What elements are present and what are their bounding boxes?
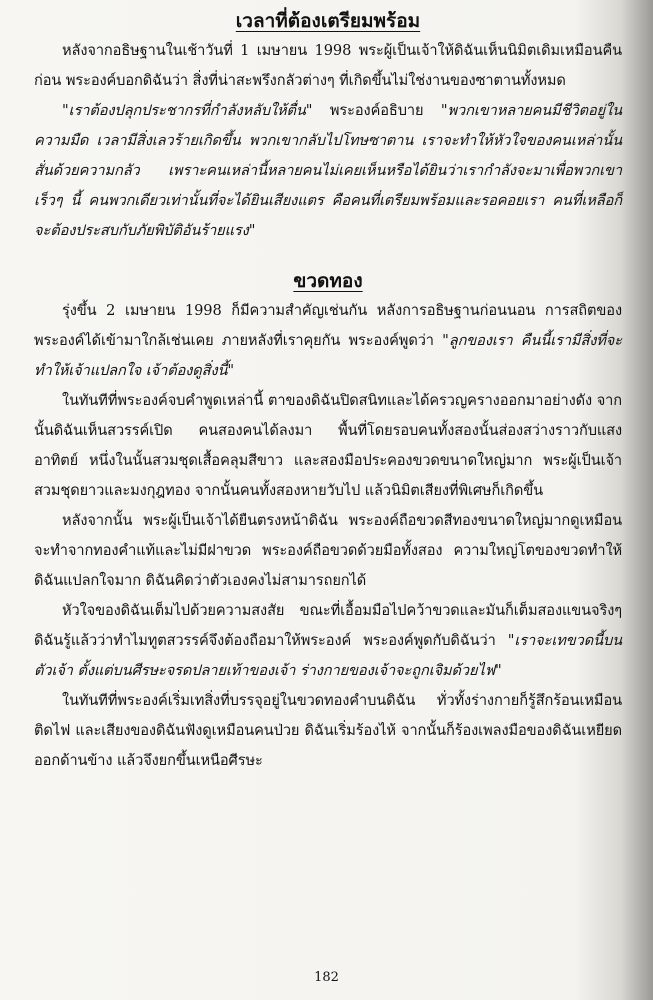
paragraph-text: ในทันทีที่พระองค์จบคำพูดเหล่านี้ ตาของดิฉันปิดสนิทและได้ครวญครางออกมาอย่างดัง จากนั้นดิฉันเห็นสวรรค์เปิด คนสองคนได้ลงมา พื้นที่โดยรอบคนทั้งสองนั้นส่องสว่างราวกับแสงอาทิตย์ หนึ่งในนั้นสวมชุดเสื้อคลุมสีขาว และสองมือประคองขวดขนาดใหญ่มาก พระผู้เป็นเจ้าสวมชุดยาวและมงกุฎทอง จากนั้นคนทั้งสองหายวับไป แล้วนิมิตเสียงที่พิเศษก็เกิดขึ้น bbox=[34, 392, 622, 499]
page-text-block bbox=[34, 6, 622, 776]
paragraph bbox=[34, 686, 622, 776]
quote-text: "เราจะเทขวดนี้บนตัวเจ้า ตั้งแต่บนศีรษะจรดปลายเท้าของเจ้า ร่างกายของเจ้าจะถูกเจิมด้วยไฟ" bbox=[34, 632, 622, 679]
quote-text: "พวกเขาหลายคนมีชีวิตอยู่ในความมืด เวลามีสิ่งเลวร้ายเกิดขึ้น พวกเขากลับไปโทษซาตาน เราจะทำให้หัวใจของคนเหล่านั้นสั่นด้วยความกลัว เพราะคนเหล่านี้หลายคนไม่เคยเห็นหรือได้ยินว่าเรากำลังจะมาเพื่อพวกเขาเร็วๆ นี้ คนพวกเดียวเท่านั้นที่จะได้ยินเสียงแตร คือคนที่เตรียมพร้อมและรอคอยเรา คนที่เหลือก็จะต้องประสบกับภัยพิบัติอันร้ายแรง" bbox=[34, 102, 622, 239]
paragraph bbox=[34, 596, 622, 686]
quote-text: "เราต้องปลุกประชากรที่กำลังหลับให้ตื่น" bbox=[62, 102, 313, 119]
paragraph bbox=[34, 506, 622, 596]
page-number: 182 bbox=[314, 970, 339, 985]
paragraph-text: หัวใจของดิฉันเต็มไปด้วยความสงสัย ขณะที่เอื้อมมือไปคว้าขวดและมันก็เต็มสองแขนจริงๆ ดิฉันรู้แล้วว่าทำไมทูตสวรรค์จึงต้องถือมาให้พระองค์ พระองค์พูดกับดิฉันว่า bbox=[34, 602, 622, 649]
paragraph bbox=[34, 96, 622, 246]
quote-text: "ลูกของเรา คืนนี้เรามีสิ่งที่จะทำให้เจ้าแปลกใจ เจ้าต้องดูสิ่งนี้" bbox=[34, 332, 622, 379]
paragraph-text: หลังจากนั้น พระผู้เป็นเจ้าได้ยืนตรงหน้าดิฉัน พระองค์ถือขวดสีทองขนาดใหญ่มากดูเหมือนจะทำจากทองคำแท้และไม่มีฝาขวด พระองค์ถือขวดด้วยมือทั้งสอง ความใหญ่โตของขวดทำให้ดิฉันแปลกใจมาก ดิฉันคิดว่าตัวเองคงไม่สามารถยกได้ bbox=[34, 512, 622, 589]
paragraph-text: รุ่งขึ้น 2 เมษายน 1998 ก็มีความสำคัญเช่นกัน หลังการอธิษฐานก่อนนอน การสถิตของพระองค์ได้เข้ามาใกล้เช่นเคย ภายหลังที่เราคุยกัน พระองค์พูดว่า bbox=[34, 302, 622, 349]
paragraph-text: ในทันทีที่พระองค์เริ่มเทสิ่งที่บรรจุอยู่ในขวดทองคำบนดิฉัน ทั่วทั้งร่างกายก็รู้สึกร้อนเหมือนติดไฟ และเสียงของดิฉันฟังดูเหมือนคนป่วย ดิฉันเริ่มร้องไห้ จากนั้นก็ร้องเพลงมือของดิฉันเหยียดออกด้านข้าง แล้วจึงยกขึ้นเหนือศีรษะ bbox=[34, 692, 622, 769]
paragraph-text: พระองค์อธิบาย bbox=[312, 102, 441, 119]
paragraph bbox=[34, 296, 622, 386]
paragraph-text: หลังจากอธิษฐานในเช้าวันที่ 1 เมษายน 1998 พระผู้เป็นเจ้าให้ดิฉันเห็นนิมิตเดิมเหมือนคืนก่อน พระองค์บอกดิฉันว่า สิ่งที่น่าสะพรึงกลัวต่างๆ ที่เกิดขึ้นไม่ใช่งานของซาตานทั้งหมด bbox=[34, 42, 622, 89]
paragraph bbox=[34, 36, 622, 96]
paragraph bbox=[34, 386, 622, 506]
section-heading-golden-bottle: ขวดทอง bbox=[293, 270, 363, 292]
section-heading-prepare: เวลาที่ต้องเตรียมพร้อม bbox=[235, 10, 421, 32]
